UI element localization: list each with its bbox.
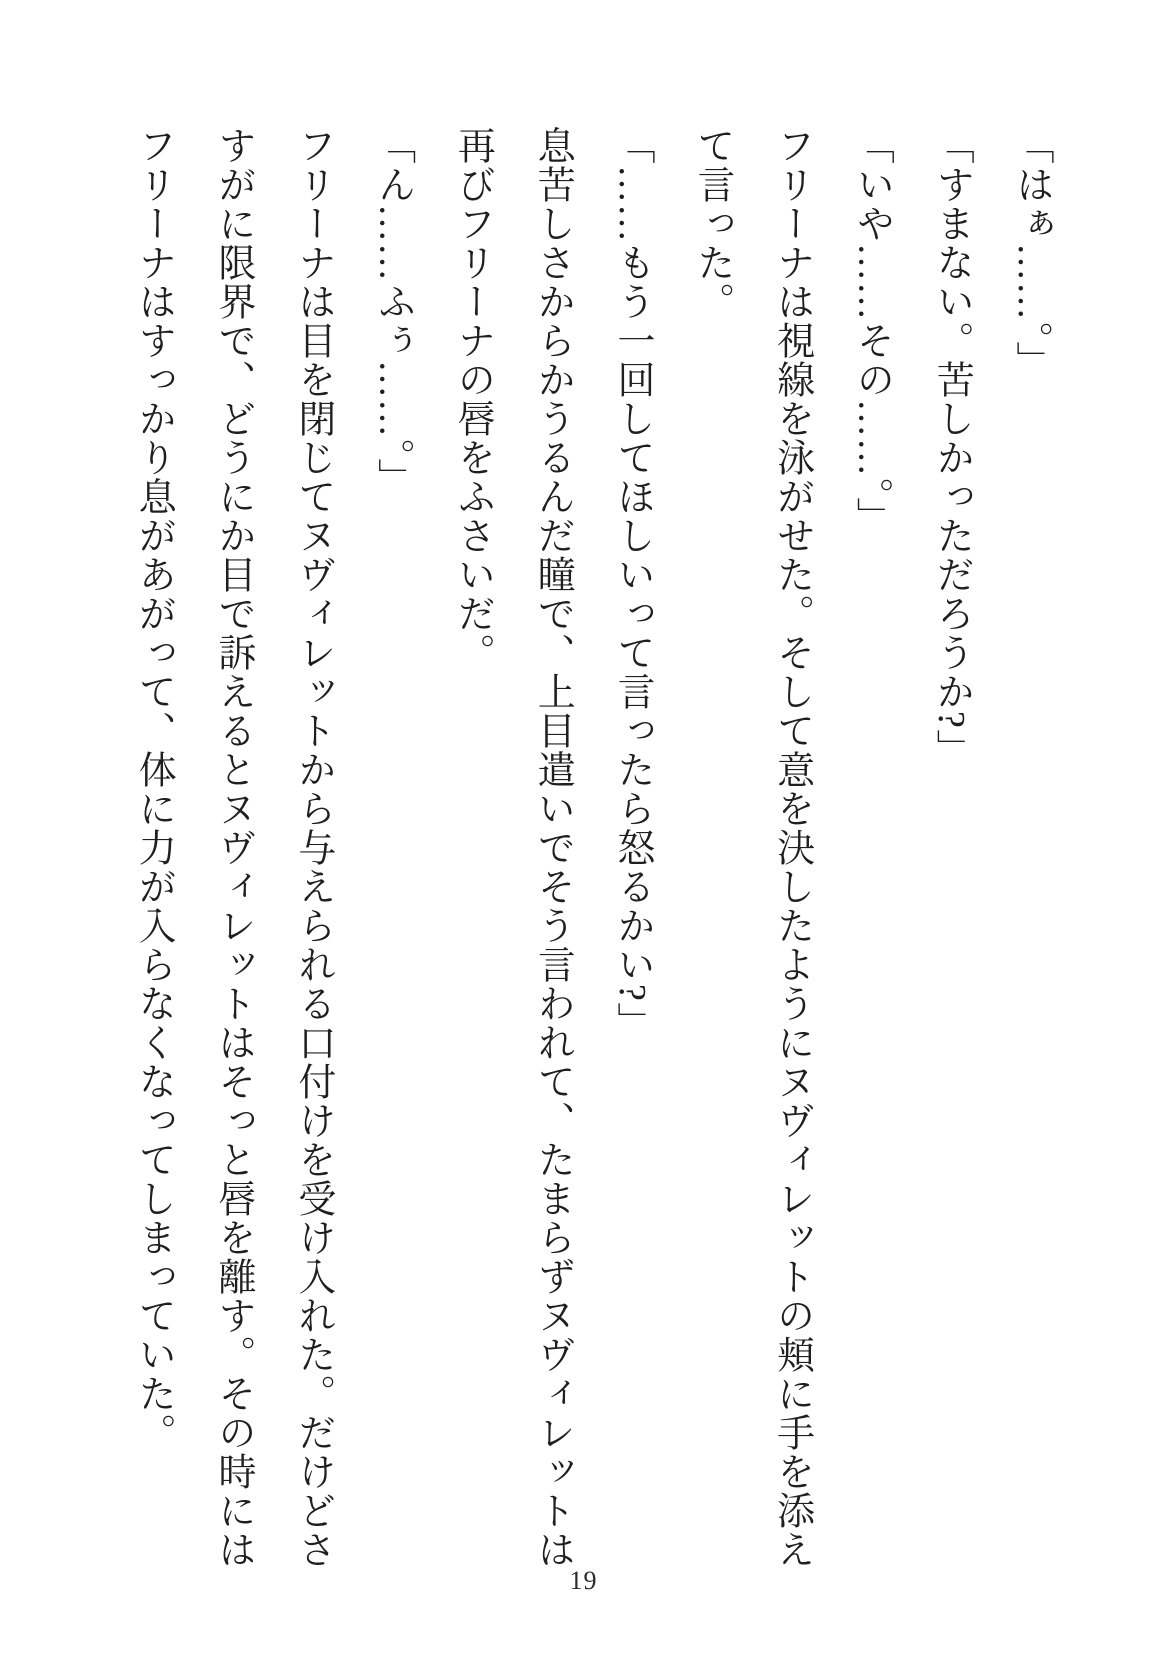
page-text [112, 126, 1070, 1586]
text-line: 「すまない。苦しかっただろうか?」 [930, 126, 973, 768]
text-line: フリーナは視線を泳がせた。そして意を決したようにヌヴィレットの頬に手を添え [770, 126, 813, 1569]
text-line: 「……もう一回してほしいって言ったら怒るかい?」 [611, 126, 654, 1041]
text-line: 「ん……ふぅ……。」 [371, 126, 414, 497]
text-line: 「はぁ……。」 [1010, 126, 1052, 380]
text-line: フリーナは目を閉じてヌヴィレットから与えられる口付けを受け入れた。だけどさ [291, 126, 334, 1569]
text-line: 息苦しさからかうるんだ瞳で、上目遣いでそう言われて、たまらずヌヴィレットは [531, 126, 574, 1569]
text-line: て言った。 [690, 126, 733, 321]
text-line: 「いや……その……。」 [850, 126, 893, 536]
text-line: 再びフリーナの唇をふさいだ。 [451, 126, 494, 672]
text-line: すがに限界で、どうにか目で訴えるとヌヴィレットはそっと唇を離す。その時には [212, 126, 255, 1569]
text-line: フリーナはすっかり息があがって、体に力が入らなくなってしまっていた。 [132, 126, 175, 1452]
page-number: 19 [569, 1566, 598, 1595]
